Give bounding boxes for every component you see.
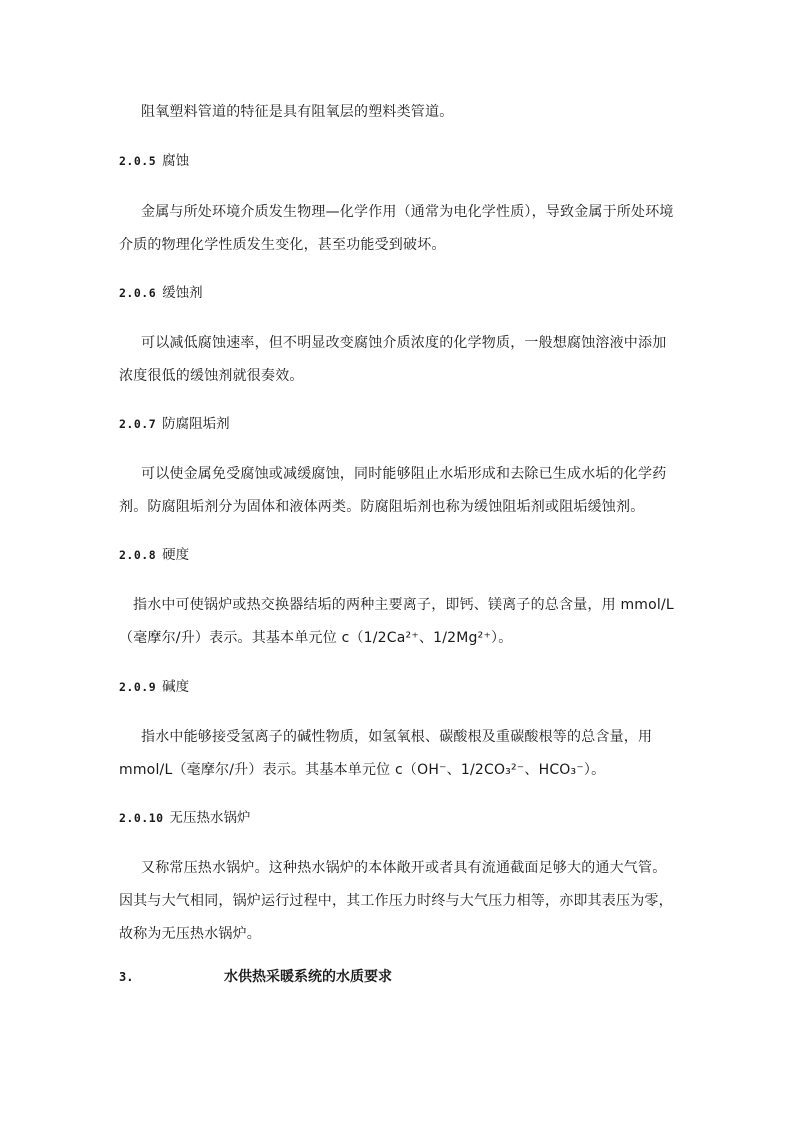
intro-paragraph: 阻氧塑料管道的特征是具有阻氧层的塑料类管道。: [141, 104, 454, 120]
section-heading-2-0-7: [119, 414, 230, 435]
chapter-title: 水供热采暖系统的水质要求: [224, 969, 392, 985]
chapter-heading-3: [119, 966, 679, 988]
section-body-2-0-8: 指水中可使锅炉或热交换器结垢的两种主要离子，即钙、镁离子的总含量，用 mmol/L（毫摩尔/升）表示。其基本单元位 c（1/2Ca²⁺、1/2Mg²⁺）。: [119, 597, 674, 646]
section-number: 2.0.5: [119, 154, 157, 168]
chapter-number: 3.: [119, 970, 134, 984]
section-number: 2.0.6: [119, 286, 157, 300]
section-body-2-0-7: 可以使金属免受腐蚀或减缓腐蚀，同时能够阻止水垢形成和去除已生成水垢的化学药剂。防腐阻垢剂分为固体和液体两类。防腐阻垢剂也称为缓蚀阻垢剂或阻垢缓蚀剂。: [119, 466, 667, 515]
section-body-2-0-9: 指水中能够接受氢离子的碱性物质，如氢氧根、碳酸根及重碳酸根等的总含量，用 mmol/L（毫摩尔/升）表示。其基本单元位 c（OH⁻、1/2CO₃²⁻、HCO₃⁻）。: [119, 729, 653, 778]
section-body-2-0-5: 金属与所处环境介质发生物理—化学作用（通常为电化学性质），导致金属于所处环境介质的物理化学性质发生变化，甚至功能受到破坏。: [119, 204, 674, 253]
section-body-2-0-6: 可以减低腐蚀速率，但不明显改变腐蚀介质浓度的化学物质，一般想腐蚀溶液中添加浓度很低的缓蚀剂就很奏效。: [119, 335, 667, 384]
section-number: 2.0.7: [119, 417, 157, 431]
section-number: 2.0.10: [119, 811, 164, 825]
section-heading-2-0-6: [119, 283, 203, 304]
section-heading-2-0-5: [119, 151, 189, 172]
section-title: 硬度: [162, 547, 190, 563]
section-heading-2-0-8: [119, 545, 189, 566]
section-title: 缓蚀剂: [162, 285, 203, 301]
section-heading-2-0-10: [119, 808, 251, 829]
section-title: 无压热水锅炉: [169, 810, 251, 826]
section-number: 2.0.8: [119, 548, 157, 562]
section-body-2-0-10: 又称常压热水锅炉。这种热水锅炉的本体敞开或者具有流通截面足够大的通大气管。因其与大气相同，锅炉运行过程中，其工作压力时终与大气压力相等，亦即其表压为零，故称为无压热水锅炉。: [119, 860, 673, 942]
section-number: 2.0.9: [119, 680, 157, 694]
section-title: 碱度: [162, 679, 190, 695]
section-title: 防腐阻垢剂: [162, 416, 230, 432]
section-heading-2-0-9: [119, 677, 189, 698]
section-title: 腐蚀: [162, 153, 190, 169]
